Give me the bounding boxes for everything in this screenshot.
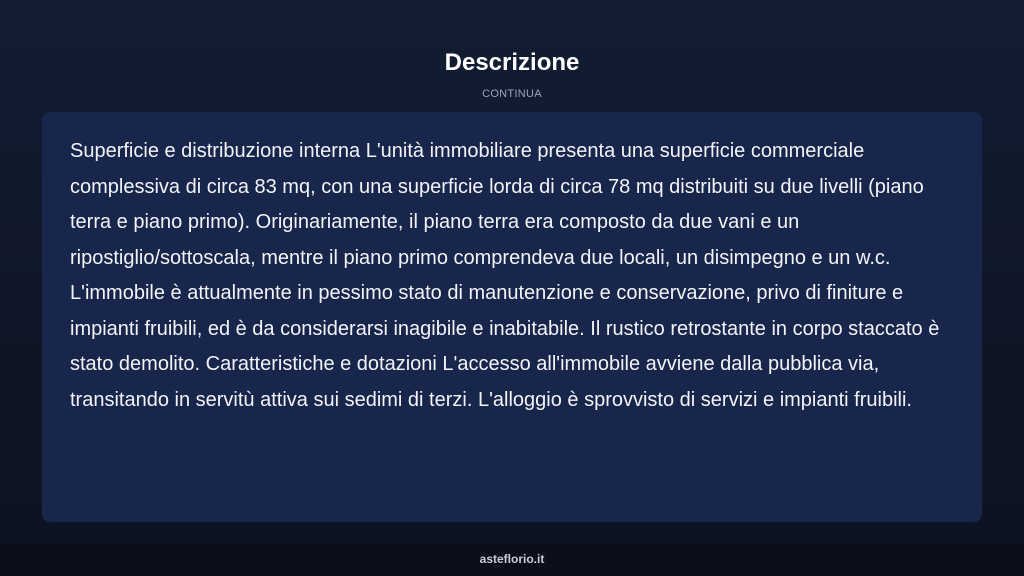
description-text: Superficie e distribuzione interna L'unità immobiliare presenta una superficie commerciale complessiva di circa 83 mq, con una superficie lorda di circa 78 mq distribuiti su due livelli (piano terra e piano primo). Originariamente, il piano terra era composto da due vani e un ripostiglio/sottoscala, mentre il piano primo comprendeva due locali, un disimpegno e un w.c. L'immobile è attualmente in pessimo stato di manutenzione e conservazione, privo di finiture e impianti fruibili, ed è da considerarsi inagibile e inabitabile. Il rustico retrostante in corpo staccato è stato demolito. Caratteristiche e dotazioni L'accesso all'immobile avviene dalla pubblica via, transitando in servitù attiva sui sedimi di terzi. L'alloggio è sprovvisto di servizi e impianti fruibili. bbox=[70, 140, 940, 411]
description-card bbox=[42, 112, 982, 522]
footer bbox=[0, 544, 1024, 576]
site-name: asteflorio.it bbox=[479, 552, 545, 566]
header bbox=[0, 48, 1024, 101]
continue-link[interactable]: CONTINUA bbox=[482, 88, 542, 100]
page-title: Descrizione bbox=[444, 49, 580, 76]
